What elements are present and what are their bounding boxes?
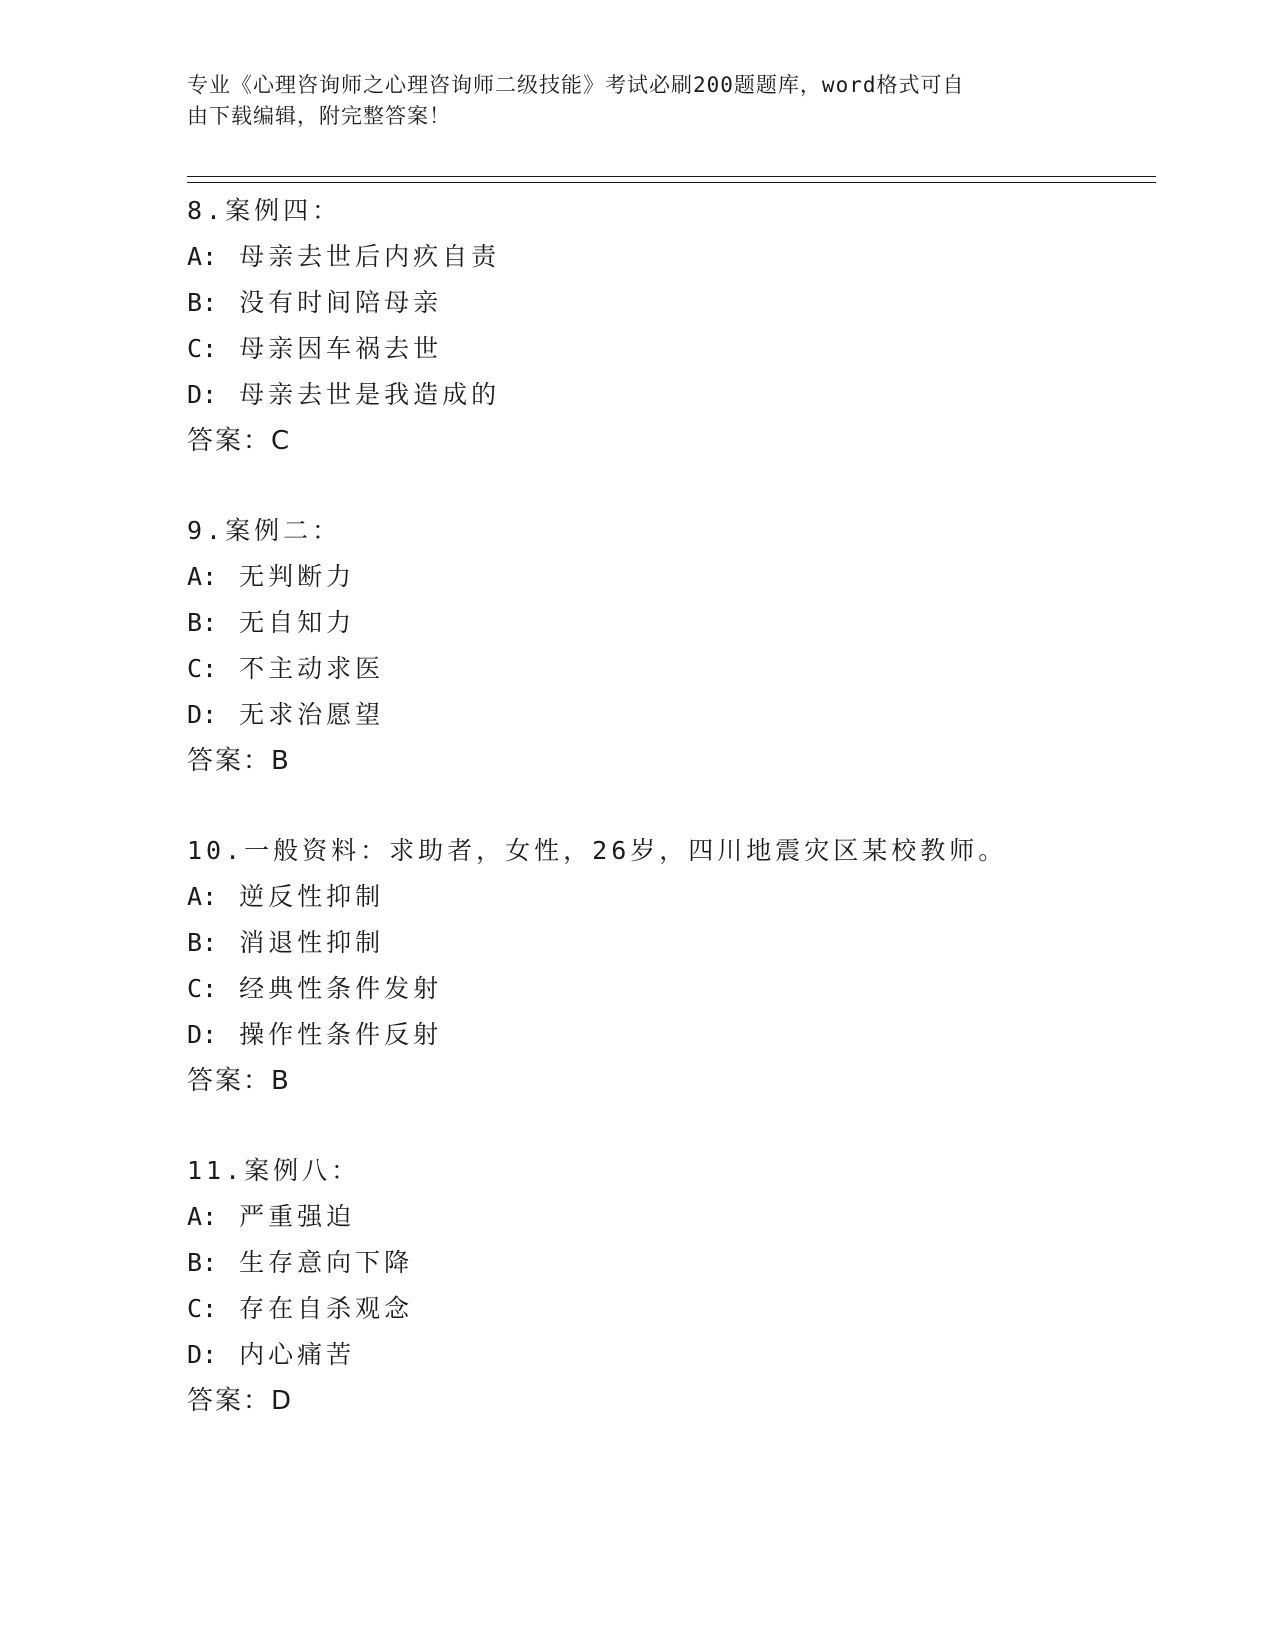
- option-b: [187, 920, 1147, 966]
- option-letter: D:: [187, 700, 218, 729]
- answer-line: 答案：D: [187, 1386, 294, 1416]
- option-c: [187, 1286, 1147, 1332]
- option-d: [187, 692, 1147, 738]
- option-letter: B:: [187, 608, 218, 637]
- option-a: [187, 234, 1147, 280]
- question-block: [187, 828, 1147, 1104]
- option-letter: A:: [187, 882, 218, 911]
- option-a: [187, 874, 1147, 920]
- question-stem: 8.案例四：: [187, 196, 342, 225]
- header-divider-bottom: [187, 182, 1156, 183]
- option-letter: A:: [187, 562, 218, 591]
- option-letter: B:: [187, 288, 218, 317]
- question-stem: 9.案例二：: [187, 516, 342, 545]
- option-text: 无判断力: [239, 562, 356, 591]
- question-stem: 10.一般资料：求助者，女性，26岁，四川地震灾区某校教师。: [187, 836, 1008, 865]
- option-b: [187, 1240, 1147, 1286]
- option-text: 操作性条件反射: [239, 1020, 443, 1049]
- option-text: 严重强迫: [239, 1202, 356, 1231]
- option-letter: D:: [187, 1020, 218, 1049]
- option-text: 母亲去世是我造成的: [239, 380, 501, 409]
- option-text: 消退性抑制: [239, 928, 385, 957]
- option-text: 存在自杀观念: [239, 1294, 414, 1323]
- question-block: [187, 508, 1147, 784]
- option-c: [187, 326, 1147, 372]
- option-c: [187, 646, 1147, 692]
- option-letter: A:: [187, 242, 218, 271]
- option-text: 经典性条件发射: [239, 974, 443, 1003]
- option-d: [187, 1012, 1147, 1058]
- header-line-2: 由下载编辑，附完整答案！: [187, 104, 451, 128]
- option-text: 没有时间陪母亲: [239, 288, 443, 317]
- option-text: 生存意向下降: [239, 1248, 414, 1277]
- answer-line: 答案：C: [187, 426, 292, 456]
- option-text: 母亲因车祸去世: [239, 334, 443, 363]
- document-header: [187, 70, 1067, 132]
- header-line-1: 专业《心理咨询师之心理咨询师二级技能》考试必刷200题题库，word格式可自: [187, 73, 965, 97]
- option-text: 不主动求医: [239, 654, 385, 683]
- option-d: [187, 372, 1147, 418]
- option-d: [187, 1332, 1147, 1378]
- question-block: [187, 1148, 1147, 1424]
- option-text: 内心痛苦: [239, 1340, 356, 1369]
- option-a: [187, 554, 1147, 600]
- option-letter: C:: [187, 334, 218, 363]
- question-stem: 11.案例八：: [187, 1156, 361, 1185]
- option-b: [187, 280, 1147, 326]
- option-letter: D:: [187, 1340, 218, 1369]
- option-text: 母亲去世后内疚自责: [239, 242, 501, 271]
- option-letter: B:: [187, 1248, 218, 1277]
- option-b: [187, 600, 1147, 646]
- header-divider-top: [187, 176, 1156, 177]
- option-letter: C:: [187, 1294, 218, 1323]
- option-letter: D:: [187, 380, 218, 409]
- option-c: [187, 966, 1147, 1012]
- answer-line: 答案：B: [187, 1066, 291, 1096]
- option-text: 逆反性抑制: [239, 882, 385, 911]
- option-letter: C:: [187, 654, 218, 683]
- question-block: [187, 188, 1147, 464]
- option-letter: A:: [187, 1202, 218, 1231]
- option-letter: C:: [187, 974, 218, 1003]
- option-letter: B:: [187, 928, 218, 957]
- option-text: 无求治愿望: [239, 700, 385, 729]
- answer-line: 答案：B: [187, 746, 291, 776]
- option-a: [187, 1194, 1147, 1240]
- option-text: 无自知力: [239, 608, 356, 637]
